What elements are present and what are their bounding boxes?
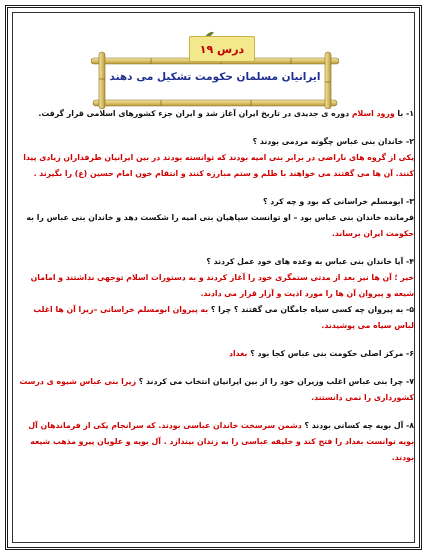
page-title: ایرانیان مسلمان حکومت تشکیل می دهند (109, 71, 321, 83)
question-1-prefix: ۱- با (397, 109, 414, 118)
answer-4-line-1: خیر ؛ آن ها نیز بعد از مدتی ستمگری خود را آغاز کردند و به دستورات اسلام توجهی نداشتند و امامان (30, 273, 414, 282)
question-4: ۴- آیا خاندان بنی عباس به وعده های خود عمل کردند ؟ (206, 257, 414, 266)
question-3: ۳- ابومسلم خراسانی که بود و چه کرد ؟ (263, 197, 414, 206)
question-1-suffix: دوره ی جدیدی در تاریخ ایران آغاز شد و ایران جزء کشورهای اسلامی قرار گرفت. (38, 109, 350, 118)
question-1-answer: ورود اسلام (351, 109, 395, 118)
answer-7-line-2: کشورداری را نمی دانستند. (311, 393, 414, 402)
answer-8-line-3: بودند. (391, 453, 414, 462)
answer-3-line-1: فرمانده خاندان بنی عباس بود – او توانست سپاهیان بنی امیه را شکست دهد و خاندان بنی عباس را به (26, 213, 414, 222)
question-5 (10, 302, 414, 318)
lesson-number-badge: درس ۱۹ (189, 36, 255, 62)
answer-5-line-2: لباس سیاه می پوشیدند. (321, 321, 414, 330)
answer-5-line-1: به پیروان ابومسلم خراسانی –زیرا آن ها اغلب (33, 305, 209, 314)
question-8-text: ۸- آل بویه چه کسانی بودند ؟ (304, 421, 414, 430)
question-7 (10, 374, 414, 390)
question-6 (10, 346, 414, 362)
question-8 (10, 418, 414, 434)
question-1 (10, 106, 414, 122)
answer-8-line-2: بویه توانست بغداد را فتح کند و خلیفه عباسی را به زندان بیندازد . آل بویه و علویان پیرو مذهب شیعه (30, 437, 414, 446)
worksheet-content (10, 106, 414, 466)
answer-2-line-1: یکی از گروه های ناراضی در برابر بنی امیه بودند که توانسته بودند در بین ایرانیان طرفداران زیادی پیدا (23, 153, 414, 162)
question-2: ۲- خاندان بنی عباس چگونه مردمی بودند ؟ (252, 137, 414, 146)
answer-3-line-2: حکومت ایران برساند. (331, 229, 414, 238)
answer-7-line-1: زیرا بنی عباس شیوه ی درست (19, 377, 137, 386)
answer-6: بغداد (228, 349, 248, 358)
question-6-text: ۶- مرکز اصلی حکومت بنی عباس کجا بود ؟ (250, 349, 414, 358)
answer-4-line-2: شیعه و پیروان آن ها را مورد اذیت و آزار قرار می دادند. (200, 289, 414, 298)
question-7-text: ۷- چرا بنی عباس اغلب وزیران خود را از بین ایرانیان انتخاب می کردند ؟ (138, 377, 414, 386)
question-5-text: ۵- به پیروان چه کسی سیاه جامگان می گفتند ؟ چرا ؟ (210, 305, 414, 314)
answer-2-line-2: کنند. آن ها می گفتند می خواهند با ظلم و ستم مبارزه کنند و انتقام خون امام حسین (ع) را بگیرند . (33, 169, 414, 178)
answer-8-line-1: دشمن سرسخت خاندان عباسی بودند. که سرانجام یکی از فرماندهان آل (28, 421, 302, 430)
